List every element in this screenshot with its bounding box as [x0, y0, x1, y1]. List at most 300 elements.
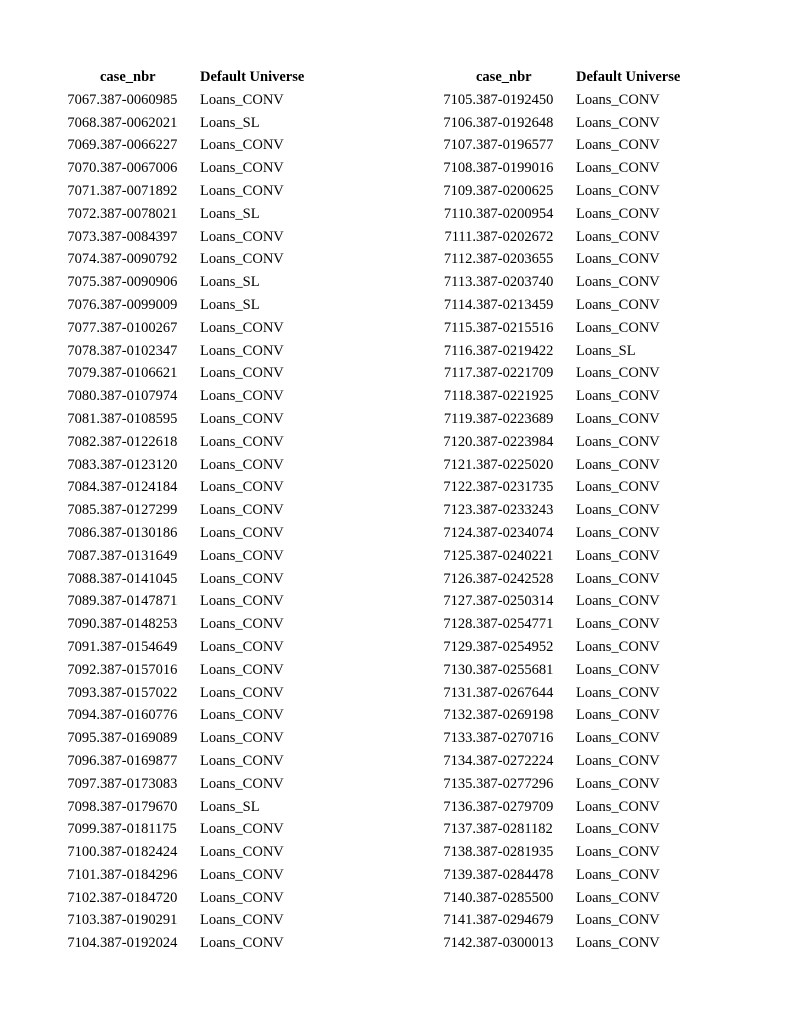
- table-row: [416, 157, 706, 180]
- case-nbr-cell: 387-0179670: [100, 798, 178, 815]
- case-nbr-cell: 387-0233243: [476, 502, 554, 519]
- table-row: [40, 796, 330, 819]
- row-index: 7096.: [67, 752, 100, 769]
- row-index: 7089.: [67, 593, 100, 610]
- universe-cell: Loans_CONV: [200, 410, 284, 427]
- universe-cell: Loans_CONV: [576, 684, 660, 701]
- row-index: 7109.: [443, 182, 476, 199]
- index-header: [416, 66, 476, 89]
- row-index: 7085.: [67, 502, 100, 519]
- universe-cell: Loans_CONV: [200, 707, 284, 724]
- case-nbr-cell: 387-0071892: [100, 182, 178, 199]
- table-body-right: [416, 89, 706, 955]
- universe-cell: Loans_CONV: [576, 137, 660, 154]
- case-nbr-cell: 387-0267644: [476, 684, 554, 701]
- case-nbr-cell: 387-0221925: [476, 388, 554, 405]
- universe-cell: Loans_CONV: [200, 593, 284, 610]
- case-nbr-cell: 387-0223984: [476, 433, 554, 450]
- case-nbr-cell: 387-0242528: [476, 570, 554, 587]
- case-nbr-cell: 387-0196577: [476, 137, 554, 154]
- table-row: [416, 317, 706, 340]
- row-index: 7067.: [67, 91, 100, 108]
- row-index: 7082.: [67, 433, 100, 450]
- table-row: [40, 226, 330, 249]
- row-index: 7132.: [443, 707, 476, 724]
- table-row: [416, 636, 706, 659]
- table-row: [40, 636, 330, 659]
- table-header-row: [40, 66, 330, 89]
- table-row: [40, 340, 330, 363]
- table-row: [416, 750, 706, 773]
- row-index: 7135.: [443, 775, 476, 792]
- table-row: [40, 317, 330, 340]
- universe-cell: Loans_CONV: [576, 935, 660, 952]
- case-nbr-cell: 387-0090906: [100, 274, 178, 291]
- table-row: [416, 682, 706, 705]
- table-row: [416, 499, 706, 522]
- universe-cell: Loans_CONV: [576, 730, 660, 747]
- case-nbr-cell: 387-0192648: [476, 114, 554, 131]
- case-nbr-cell: 387-0184296: [100, 866, 178, 883]
- case-nbr-cell: 387-0225020: [476, 456, 554, 473]
- universe-cell: Loans_CONV: [200, 91, 284, 108]
- universe-cell: Loans_CONV: [200, 866, 284, 883]
- universe-cell: Loans_CONV: [576, 524, 660, 541]
- case-nbr-cell: 387-0157022: [100, 684, 178, 701]
- case-nbr-cell: 387-0190291: [100, 912, 178, 929]
- table-row: [40, 431, 330, 454]
- table-row: [40, 408, 330, 431]
- case-nbr-cell: 387-0182424: [100, 844, 178, 861]
- table-row: [416, 841, 706, 864]
- table-row: [40, 727, 330, 750]
- case-nbr-cell: 387-0160776: [100, 707, 178, 724]
- table-row: [40, 932, 330, 955]
- universe-cell: Loans_CONV: [200, 524, 284, 541]
- case-nbr-cell: 387-0184720: [100, 889, 178, 906]
- table-body-left: [40, 89, 330, 955]
- table-row: [416, 909, 706, 932]
- universe-cell: Loans_CONV: [200, 182, 284, 199]
- table-row: [416, 727, 706, 750]
- case-nbr-cell: 387-0173083: [100, 775, 178, 792]
- index-header: [40, 66, 100, 89]
- case-nbr-cell: 387-0099009: [100, 296, 178, 313]
- table-row: [40, 818, 330, 841]
- table-row: [416, 248, 706, 271]
- case-nbr-cell: 387-0181175: [100, 821, 177, 838]
- table-row: [416, 362, 706, 385]
- row-index: 7126.: [443, 570, 476, 587]
- row-index: 7086.: [67, 524, 100, 541]
- case-nbr-cell: 387-0285500: [476, 889, 554, 906]
- universe-cell: Loans_CONV: [576, 502, 660, 519]
- default-universe-header: Default Universe: [576, 69, 681, 85]
- table-row: [40, 522, 330, 545]
- case-nbr-cell: 387-0148253: [100, 616, 178, 633]
- row-index: 7141.: [443, 912, 476, 929]
- row-index: 7083.: [67, 456, 100, 473]
- case-nbr-cell: 387-0090792: [100, 251, 178, 268]
- case-nbr-cell: 387-0199016: [476, 160, 554, 177]
- case-nbr-cell: 387-0269198: [476, 707, 554, 724]
- case-nbr-cell: 387-0221709: [476, 365, 554, 382]
- universe-cell: Loans_CONV: [200, 342, 284, 359]
- universe-cell: Loans_CONV: [200, 661, 284, 678]
- row-index: 7080.: [67, 388, 100, 405]
- case-nbr-cell: 387-0067006: [100, 160, 178, 177]
- row-index: 7087.: [67, 547, 100, 564]
- universe-cell: Loans_CONV: [576, 296, 660, 313]
- row-index: 7140.: [443, 889, 476, 906]
- universe-cell: Loans_CONV: [576, 912, 660, 929]
- table-row: [416, 89, 706, 112]
- universe-cell: Loans_CONV: [200, 228, 284, 245]
- row-index: 7122.: [443, 479, 476, 496]
- universe-cell: Loans_CONV: [576, 251, 660, 268]
- universe-cell: Loans_CONV: [576, 433, 660, 450]
- table-row: [40, 887, 330, 910]
- table-row: [40, 704, 330, 727]
- table-row: [416, 796, 706, 819]
- case-nbr-cell: 387-0270716: [476, 730, 554, 747]
- row-index: 7070.: [67, 160, 100, 177]
- table-header-row: [416, 66, 706, 89]
- case-nbr-cell: 387-0223689: [476, 410, 554, 427]
- row-index: 7129.: [443, 638, 476, 655]
- row-index: 7101.: [67, 866, 100, 883]
- case-nbr-cell: 387-0255681: [476, 661, 554, 678]
- universe-cell: Loans_CONV: [200, 547, 284, 564]
- case-table-left: [40, 66, 330, 955]
- row-index: 7105.: [443, 91, 476, 108]
- case-nbr-cell: 387-0250314: [476, 593, 554, 610]
- table-row: [416, 932, 706, 955]
- row-index: 7084.: [67, 479, 100, 496]
- row-index: 7111.: [444, 228, 476, 245]
- table-row: [416, 112, 706, 135]
- table-row: [40, 659, 330, 682]
- universe-cell: Loans_CONV: [576, 456, 660, 473]
- row-index: 7117.: [443, 365, 476, 382]
- case-nbr-cell: 387-0284478: [476, 866, 554, 883]
- row-index: 7142.: [443, 935, 476, 952]
- universe-cell: Loans_CONV: [200, 912, 284, 929]
- row-index: 7118.: [443, 388, 476, 405]
- default-universe-header: Default Universe: [200, 69, 305, 85]
- case-nbr-cell: 387-0127299: [100, 502, 178, 519]
- universe-cell: Loans_CONV: [200, 616, 284, 633]
- universe-cell: Loans_CONV: [200, 433, 284, 450]
- universe-cell: Loans_CONV: [200, 730, 284, 747]
- universe-cell: Loans_CONV: [200, 160, 284, 177]
- case-nbr-cell: 387-0169877: [100, 752, 178, 769]
- row-index: 7100.: [67, 844, 100, 861]
- row-index: 7138.: [443, 844, 476, 861]
- table-row: [416, 613, 706, 636]
- case-table-right: [416, 66, 706, 955]
- case-nbr-cell: 387-0192024: [100, 935, 178, 952]
- row-index: 7095.: [67, 730, 100, 747]
- universe-cell: Loans_CONV: [200, 684, 284, 701]
- table-row: [40, 271, 330, 294]
- table-row: [40, 362, 330, 385]
- case-nbr-cell: 387-0231735: [476, 479, 554, 496]
- table-row: [416, 454, 706, 477]
- case-nbr-cell: 387-0060985: [100, 91, 178, 108]
- row-index: 7074.: [67, 251, 100, 268]
- table-row: [416, 226, 706, 249]
- universe-cell: Loans_CONV: [576, 388, 660, 405]
- case-nbr-cell: 387-0192450: [476, 91, 554, 108]
- case-nbr-cell: 387-0200625: [476, 182, 554, 199]
- table-row: [40, 476, 330, 499]
- table-row: [40, 134, 330, 157]
- universe-cell: Loans_CONV: [576, 319, 660, 336]
- case-nbr-cell: 387-0106621: [100, 365, 178, 382]
- universe-cell: Loans_CONV: [576, 274, 660, 291]
- universe-cell: Loans_CONV: [200, 502, 284, 519]
- table-row: [416, 864, 706, 887]
- row-index: 7107.: [443, 137, 476, 154]
- row-index: 7075.: [67, 274, 100, 291]
- case-nbr-cell: 387-0203740: [476, 274, 554, 291]
- row-index: 7088.: [67, 570, 100, 587]
- row-index: 7113.: [443, 274, 476, 291]
- row-index: 7090.: [67, 616, 100, 633]
- universe-cell: Loans_CONV: [576, 182, 660, 199]
- row-index: 7099.: [67, 821, 100, 838]
- row-index: 7068.: [67, 114, 100, 131]
- case-nbr-cell: 387-0124184: [100, 479, 178, 496]
- table-row: [40, 773, 330, 796]
- row-index: 7124.: [443, 524, 476, 541]
- table-row: [416, 180, 706, 203]
- row-index: 7081.: [67, 410, 100, 427]
- case-nbr-cell: 387-0202672: [476, 228, 554, 245]
- row-index: 7079.: [67, 365, 100, 382]
- left-table-column: [40, 66, 330, 955]
- universe-cell: Loans_SL: [576, 342, 636, 359]
- case-nbr-cell: 387-0281182: [476, 821, 553, 838]
- row-index: 7114.: [443, 296, 476, 313]
- universe-cell: Loans_CONV: [576, 205, 660, 222]
- table-row: [40, 568, 330, 591]
- case-nbr-cell: 387-0062021: [100, 114, 178, 131]
- universe-cell: Loans_CONV: [576, 798, 660, 815]
- row-index: 7098.: [67, 798, 100, 815]
- case-nbr-cell: 387-0102347: [100, 342, 178, 359]
- case-nbr-cell: 387-0213459: [476, 296, 554, 313]
- table-row: [416, 294, 706, 317]
- universe-cell: Loans_CONV: [200, 844, 284, 861]
- universe-cell: Loans_CONV: [576, 638, 660, 655]
- case-nbr-header: case_nbr: [100, 69, 156, 85]
- right-table-column: [416, 66, 706, 955]
- table-row: [40, 112, 330, 135]
- universe-cell: Loans_CONV: [576, 752, 660, 769]
- row-index: 7131.: [443, 684, 476, 701]
- case-nbr-cell: 387-0122618: [100, 433, 178, 450]
- row-index: 7077.: [67, 319, 100, 336]
- table-row: [40, 613, 330, 636]
- table-row: [416, 385, 706, 408]
- table-row: [40, 682, 330, 705]
- case-nbr-cell: 387-0141045: [100, 570, 178, 587]
- universe-cell: Loans_CONV: [576, 593, 660, 610]
- table-row: [40, 248, 330, 271]
- case-nbr-cell: 387-0272224: [476, 752, 554, 769]
- universe-cell: Loans_CONV: [200, 752, 284, 769]
- universe-cell: Loans_CONV: [576, 479, 660, 496]
- universe-cell: Loans_CONV: [576, 889, 660, 906]
- universe-cell: Loans_CONV: [200, 479, 284, 496]
- universe-cell: Loans_CONV: [200, 251, 284, 268]
- row-index: 7133.: [443, 730, 476, 747]
- row-index: 7123.: [443, 502, 476, 519]
- row-index: 7121.: [443, 456, 476, 473]
- row-index: 7130.: [443, 661, 476, 678]
- universe-cell: Loans_CONV: [200, 388, 284, 405]
- case-nbr-cell: 387-0254952: [476, 638, 554, 655]
- universe-cell: Loans_CONV: [200, 137, 284, 154]
- row-index: 7119.: [443, 410, 476, 427]
- universe-cell: Loans_SL: [200, 274, 260, 291]
- table-row: [40, 89, 330, 112]
- case-nbr-cell: 387-0154649: [100, 638, 178, 655]
- row-index: 7072.: [67, 205, 100, 222]
- universe-cell: Loans_CONV: [200, 821, 284, 838]
- universe-cell: Loans_CONV: [576, 844, 660, 861]
- row-index: 7094.: [67, 707, 100, 724]
- case-nbr-cell: 387-0277296: [476, 775, 554, 792]
- table-row: [40, 294, 330, 317]
- case-nbr-cell: 387-0123120: [100, 456, 178, 473]
- table-row: [416, 408, 706, 431]
- row-index: 7073.: [67, 228, 100, 245]
- table-row: [40, 385, 330, 408]
- table-row: [416, 134, 706, 157]
- table-row: [416, 271, 706, 294]
- universe-cell: Loans_CONV: [200, 456, 284, 473]
- universe-cell: Loans_CONV: [576, 661, 660, 678]
- table-row: [40, 545, 330, 568]
- universe-cell: Loans_SL: [200, 114, 260, 131]
- row-index: 7134.: [443, 752, 476, 769]
- universe-cell: Loans_CONV: [200, 638, 284, 655]
- table-row: [416, 818, 706, 841]
- row-index: 7104.: [67, 935, 100, 952]
- row-index: 7069.: [67, 137, 100, 154]
- row-index: 7106.: [443, 114, 476, 131]
- row-index: 7108.: [443, 160, 476, 177]
- case-nbr-cell: 387-0200954: [476, 205, 554, 222]
- row-index: 7125.: [443, 547, 476, 564]
- table-row: [416, 887, 706, 910]
- universe-cell: Loans_CONV: [576, 707, 660, 724]
- universe-cell: Loans_CONV: [200, 935, 284, 952]
- case-nbr-cell: 387-0215516: [476, 319, 554, 336]
- universe-cell: Loans_CONV: [576, 821, 660, 838]
- universe-cell: Loans_CONV: [576, 228, 660, 245]
- table-row: [40, 180, 330, 203]
- row-index: 7116.: [443, 342, 476, 359]
- row-index: 7071.: [67, 182, 100, 199]
- row-index: 7097.: [67, 775, 100, 792]
- case-nbr-cell: 387-0084397: [100, 228, 178, 245]
- table-row: [40, 499, 330, 522]
- universe-cell: Loans_CONV: [200, 775, 284, 792]
- table-row: [416, 522, 706, 545]
- universe-cell: Loans_CONV: [576, 616, 660, 633]
- row-index: 7103.: [67, 912, 100, 929]
- universe-cell: Loans_CONV: [576, 365, 660, 382]
- table-row: [40, 864, 330, 887]
- case-nbr-cell: 387-0157016: [100, 661, 178, 678]
- table-row: [40, 590, 330, 613]
- row-index: 7112.: [443, 251, 476, 268]
- case-nbr-cell: 387-0219422: [476, 342, 554, 359]
- table-row: [416, 590, 706, 613]
- case-nbr-cell: 387-0234074: [476, 524, 554, 541]
- table-row: [40, 157, 330, 180]
- table-row: [416, 773, 706, 796]
- case-nbr-cell: 387-0078021: [100, 205, 178, 222]
- case-nbr-cell: 387-0100267: [100, 319, 178, 336]
- universe-cell: Loans_CONV: [576, 114, 660, 131]
- table-row: [416, 431, 706, 454]
- table-row: [416, 704, 706, 727]
- case-nbr-cell: 387-0294679: [476, 912, 554, 929]
- table-row: [416, 476, 706, 499]
- row-index: 7115.: [443, 319, 476, 336]
- case-nbr-cell: 387-0131649: [100, 547, 178, 564]
- table-row: [416, 545, 706, 568]
- case-nbr-cell: 387-0300013: [476, 935, 554, 952]
- case-nbr-cell: 387-0169089: [100, 730, 178, 747]
- row-index: 7127.: [443, 593, 476, 610]
- universe-cell: Loans_CONV: [576, 547, 660, 564]
- case-nbr-cell: 387-0108595: [100, 410, 178, 427]
- row-index: 7078.: [67, 342, 100, 359]
- table-row: [416, 568, 706, 591]
- row-index: 7091.: [67, 638, 100, 655]
- case-nbr-cell: 387-0147871: [100, 593, 178, 610]
- case-nbr-cell: 387-0254771: [476, 616, 554, 633]
- universe-cell: Loans_CONV: [200, 889, 284, 906]
- table-row: [416, 340, 706, 363]
- row-index: 7139.: [443, 866, 476, 883]
- row-index: 7120.: [443, 433, 476, 450]
- universe-cell: Loans_CONV: [200, 319, 284, 336]
- row-index: 7092.: [67, 661, 100, 678]
- table-row: [416, 203, 706, 226]
- universe-cell: Loans_CONV: [576, 160, 660, 177]
- universe-cell: Loans_SL: [200, 296, 260, 313]
- case-nbr-cell: 387-0279709: [476, 798, 554, 815]
- universe-cell: Loans_SL: [200, 798, 260, 815]
- row-index: 7110.: [443, 205, 476, 222]
- case-nbr-cell: 387-0240221: [476, 547, 554, 564]
- case-nbr-cell: 387-0281935: [476, 844, 554, 861]
- row-index: 7093.: [67, 684, 100, 701]
- row-index: 7128.: [443, 616, 476, 633]
- row-index: 7102.: [67, 889, 100, 906]
- case-nbr-cell: 387-0107974: [100, 388, 178, 405]
- universe-cell: Loans_CONV: [576, 410, 660, 427]
- case-nbr-cell: 387-0066227: [100, 137, 178, 154]
- case-nbr-cell: 387-0130186: [100, 524, 178, 541]
